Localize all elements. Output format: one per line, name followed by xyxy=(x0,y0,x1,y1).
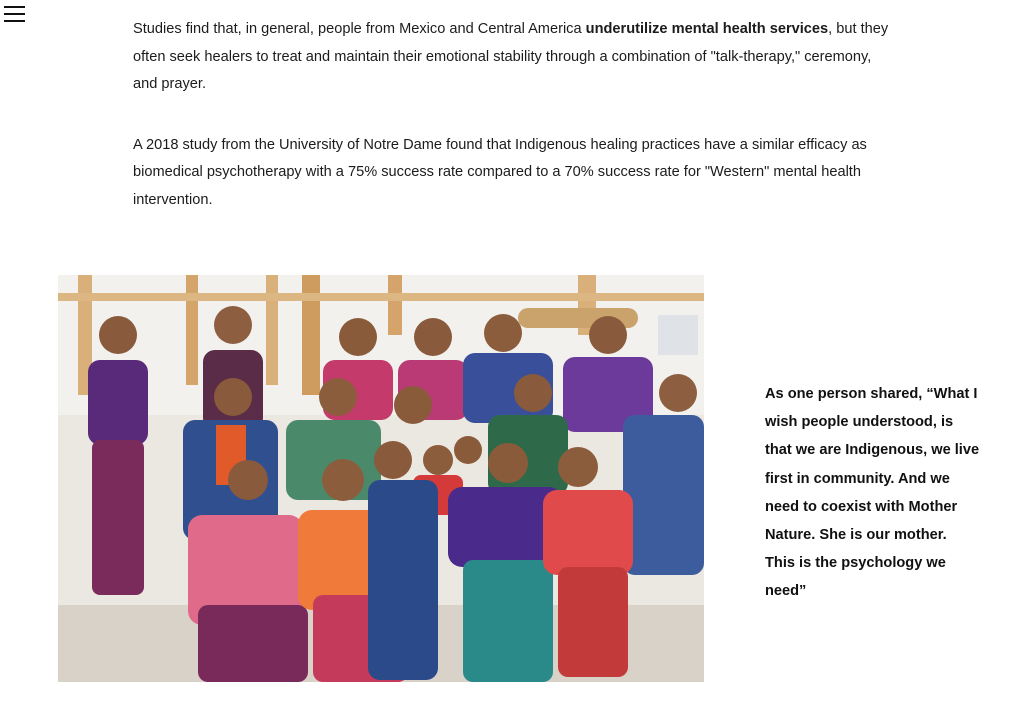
paragraph-notre-dame-study: A 2018 study from the University of Notre Dame found that Indigenous healing practices have a similar efficacy as biomedical psychotherapy with a 75% success rate compared to a 70% success rate for "Western" mental health intervention. xyxy=(133,136,867,208)
menu-bar xyxy=(4,13,25,15)
menu-bar xyxy=(4,6,25,8)
group-of-indigenous-women-photo xyxy=(58,275,704,682)
pull-quote: As one person shared, “What I wish people understood, is that we are Indigenous, we live first in community. And we need to coexist with Mother Nature. She is our mother. This is the psychology we need” xyxy=(765,386,980,600)
paragraph-1-tail: , but they often seek healers to treat and maintain their emotional stability through a combination of "talk-therapy," ceremony, and prayer. xyxy=(133,21,889,93)
paragraph-1-lead: Studies find that, in general, people from Mexico and Central America xyxy=(133,21,586,37)
menu-bar xyxy=(4,20,25,22)
paragraph-mental-health-services xyxy=(133,16,893,99)
hamburger-menu-icon[interactable] xyxy=(4,6,25,22)
paragraph-1-emphasis: underutilize mental health services xyxy=(585,21,829,37)
article-body xyxy=(133,16,893,215)
photo-illustration xyxy=(58,275,704,682)
